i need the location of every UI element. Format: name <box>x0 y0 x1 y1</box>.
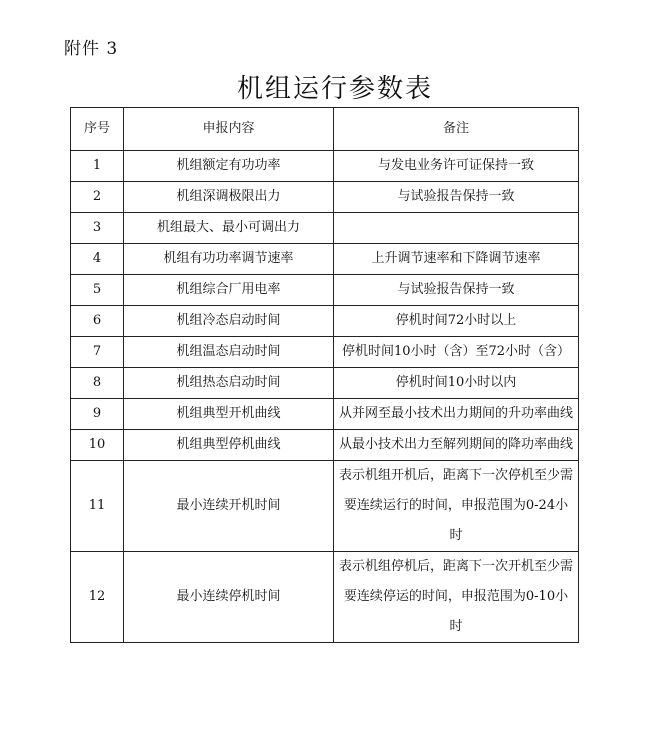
row-content: 机组有功功率调节速率 <box>124 244 334 275</box>
row-remark: 表示机组停机后，距离下一次开机至少需要连续停运的时间，申报范围为0-10小时 <box>334 552 579 643</box>
row-number: 6 <box>71 306 124 337</box>
table-row <box>71 337 579 368</box>
page-title: 机组运行参数表 <box>236 74 433 104</box>
row-remark: 与发电业务许可证保持一致 <box>334 151 579 182</box>
header-remark: 备注 <box>334 108 579 151</box>
row-remark: 与试验报告保持一致 <box>334 275 579 306</box>
row-number: 11 <box>71 461 124 552</box>
row-number: 7 <box>71 337 124 368</box>
row-content: 机组温态启动时间 <box>124 337 334 368</box>
row-number: 2 <box>71 182 124 213</box>
row-content: 机组额定有功功率 <box>124 151 334 182</box>
row-number: 4 <box>71 244 124 275</box>
row-content: 机组最大、最小可调出力 <box>124 213 334 244</box>
row-remark <box>334 213 579 244</box>
row-content: 最小连续停机时间 <box>124 552 334 643</box>
row-content: 机组综合厂用电率 <box>124 275 334 306</box>
row-number: 9 <box>71 399 124 430</box>
table-row <box>71 461 579 552</box>
row-number: 12 <box>71 552 124 643</box>
row-number: 3 <box>71 213 124 244</box>
table-row <box>71 275 579 306</box>
table-row <box>71 182 579 213</box>
row-remark: 停机时间72小时以上 <box>334 306 579 337</box>
table-row <box>71 430 579 461</box>
row-remark: 停机时间10小时以内 <box>334 368 579 399</box>
table-row <box>71 306 579 337</box>
table-row <box>71 213 579 244</box>
row-remark: 与试验报告保持一致 <box>334 182 579 213</box>
row-content: 机组热态启动时间 <box>124 368 334 399</box>
row-remark: 停机时间10小时（含）至72小时（含） <box>334 337 579 368</box>
header-no: 序号 <box>71 108 124 151</box>
row-number: 8 <box>71 368 124 399</box>
table-row <box>71 368 579 399</box>
parameter-table <box>70 107 579 643</box>
row-remark: 从并网至最小技术出力期间的升功率曲线 <box>334 399 579 430</box>
row-number: 1 <box>71 151 124 182</box>
header-content: 申报内容 <box>124 108 334 151</box>
table-row <box>71 399 579 430</box>
table-row <box>71 244 579 275</box>
row-remark: 表示机组开机后，距离下一次停机至少需要连续运行的时间，申报范围为0-24小时 <box>334 461 579 552</box>
row-number: 10 <box>71 430 124 461</box>
row-content: 机组深调极限出力 <box>124 182 334 213</box>
row-content: 机组冷态启动时间 <box>124 306 334 337</box>
row-remark: 上升调节速率和下降调节速率 <box>334 244 579 275</box>
row-content: 机组典型停机曲线 <box>124 430 334 461</box>
row-remark: 从最小技术出力至解列期间的降功率曲线 <box>334 430 579 461</box>
table-header-row <box>71 108 579 151</box>
table-row <box>71 151 579 182</box>
row-number: 5 <box>71 275 124 306</box>
table-row <box>71 552 579 643</box>
attachment-label: 附件 3 <box>64 39 119 59</box>
row-content: 机组典型开机曲线 <box>124 399 334 430</box>
row-content: 最小连续开机时间 <box>124 461 334 552</box>
